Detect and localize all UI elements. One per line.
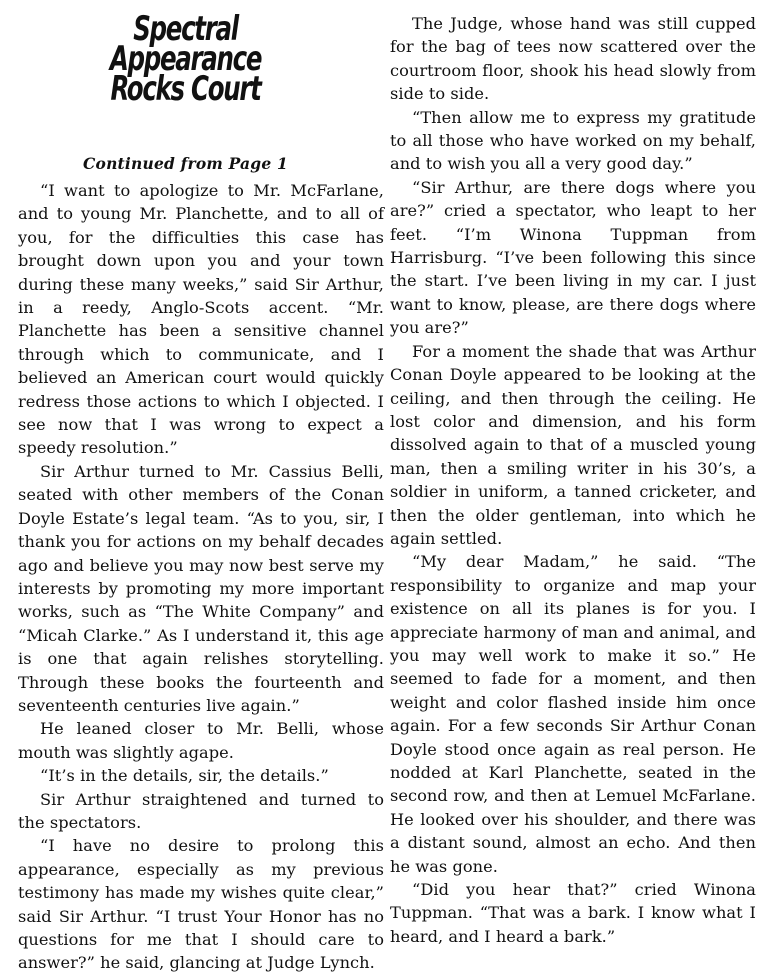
left-column-body: [18, 179, 384, 975]
right-column: [390, 12, 756, 948]
paragraph: “Did you hear that?” cried Winona Tuppman. “That was a bark. I know what I heard, and I heard a bark.”: [390, 880, 756, 946]
paragraph: “Then allow me to express my gratitude to all those who have worked on my behalf, and to wish you all a very good day.”: [390, 107, 756, 174]
paragraph: “My dear Madam,” he said. “The responsibility to organize and map your existence on all its planes is for you. I appreciate harmony of man and animal, and you may well work to make it so.” He seemed to fade for a moment, and then weight and color flashed inside him once again. For a few seconds Sir Arthur Conan Doyle stood once again as real person. He nodded at Karl Planchette, seated in the second row, and then at Lemuel McFarlane. He looked over his shoulder, and there was a distant sound, almost an echo. And then he was gone.: [390, 552, 756, 876]
headline-line-1: Spectral Appearance: [109, 9, 262, 79]
continued-from-label: Continued from Page 1: [83, 154, 288, 173]
paragraph: “I have no desire to prolong this appearance, especially as my previous testimony has made my wishes quite clear,” said Sir Arthur. “I trust Your Honor has no questions for me that I should care to answer?” he said, glancing at Judge Lynch.: [18, 836, 384, 973]
paragraph: Sir Arthur turned to Mr. Cassius Belli, seated with other members of the Conan Doyle Estate’s legal team. “As to you, sir, I thank you for actions on my behalf decades ago and believe you may now best serve my interests by promoting my more important works, such as “The White Company” and “Micah Clarke.” As I understand it, this age is one that again relishes storytelling. Through these books the fourteenth and seventeenth centuries live again.”: [18, 461, 384, 715]
left-column: [18, 9, 384, 975]
paragraph: The Judge, whose hand was still cupped for the bag of tees now scattered over the courtroom floor, shook his head slowly from side to side.: [390, 14, 756, 104]
right-column-body: [390, 12, 756, 948]
paragraph: Sir Arthur straightened and turned to the spectators.: [18, 789, 384, 832]
paragraph: “It’s in the details, sir, the details.”: [40, 766, 329, 786]
paragraph: “I want to apologize to Mr. McFarlane, and to young Mr. Planchette, and to all of you, for the difficulties this case has brought down upon you and your town during these many weeks,” said Sir Arthur, in a reedy, Anglo-Scots accent. “Mr. Planchette has been a sensitive channel through which to communicate, and I believed an American court would quickly redress those actions to which I objected. I see now that I was wrong to expect a speedy resolution.”: [18, 181, 384, 458]
paragraph: “Sir Arthur, are there dogs where you are?” cried a spectator, who leapt to her feet. “I’m Winona Tuppman from Harrisburg. “I’ve been following this since the start. I’ve been living in my car. I just want to know, please, are there dogs where you are?”: [390, 177, 756, 338]
article-headline: [18, 9, 353, 109]
paragraph: He leaned closer to Mr. Belli, whose mouth was slightly agape.: [18, 719, 384, 762]
headline-line-2: Rocks Court: [110, 69, 261, 109]
paragraph: For a moment the shade that was Arthur Conan Doyle appeared to be looking at the ceiling, and then through the ceiling. He lost color and dimension, and his form dissolved again to that of a muscled young man, then a smiling writer in his 30’s, a soldier in uniform, a tanned cricketer, and then the older gentleman, into which he again settled.: [390, 341, 756, 548]
